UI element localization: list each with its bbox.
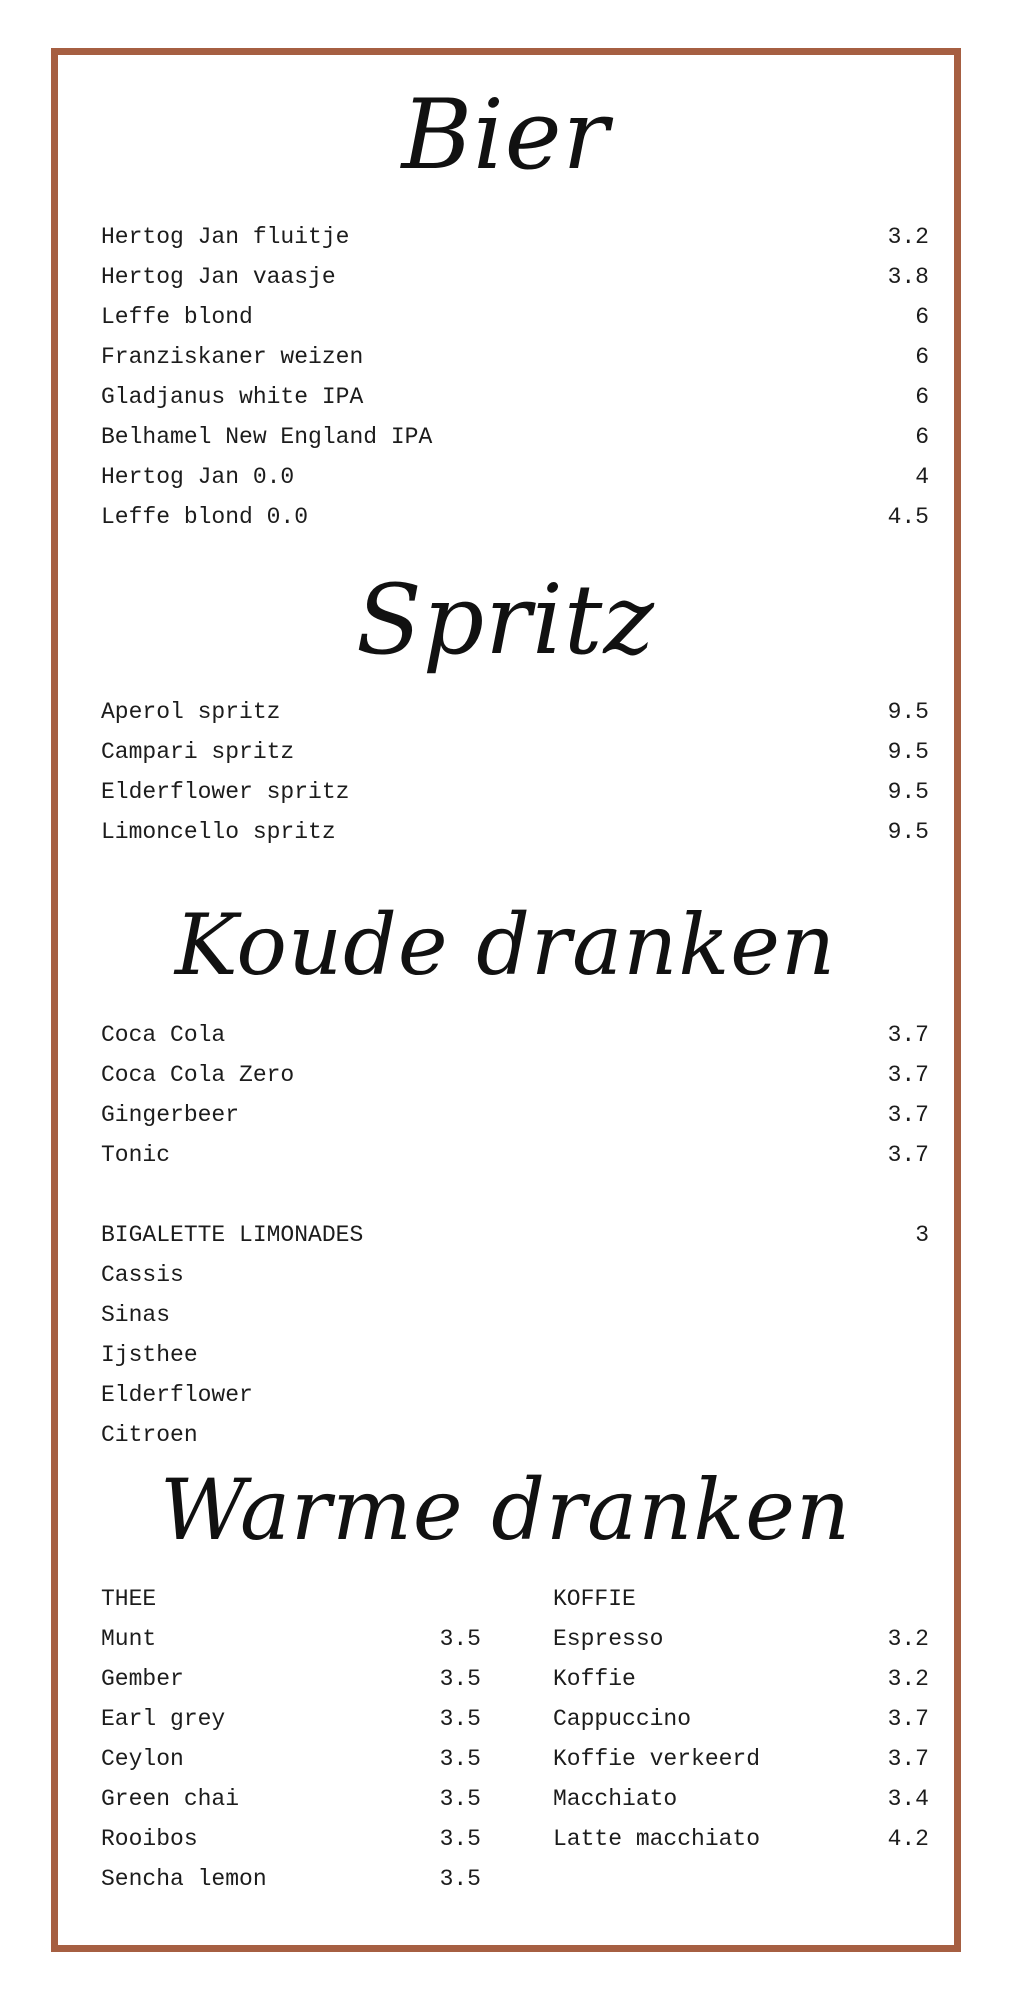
item-name: Green chai (101, 1786, 240, 1812)
menu-item (101, 1742, 481, 1776)
menu-item (101, 1822, 481, 1856)
menu-item (553, 1782, 929, 1816)
limonade-flavor (101, 1258, 929, 1292)
item-name: Gladjanus white IPA (101, 384, 364, 410)
item-name: Earl grey (101, 1706, 226, 1732)
item-name: Rooibos (101, 1826, 198, 1852)
item-name: Gember (101, 1666, 184, 1692)
thee-heading: THEE (101, 1586, 157, 1612)
item-price: 9.5 (887, 819, 929, 845)
item-price: 3.2 (887, 1626, 929, 1652)
item-price: 3.7 (887, 1022, 929, 1048)
item-price: 4.5 (887, 504, 929, 530)
item-name: Koffie verkeerd (553, 1746, 761, 1772)
menu-item (101, 460, 929, 494)
item-price: 3.2 (887, 1666, 929, 1692)
item-name: Espresso (553, 1626, 664, 1652)
limonade-flavor (101, 1298, 929, 1332)
menu-item (101, 500, 929, 534)
menu-item (553, 1822, 929, 1856)
flavor-name: Sinas (101, 1302, 171, 1328)
koffie-heading: KOFFIE (553, 1586, 636, 1612)
limonades-price: 3 (915, 1222, 929, 1248)
item-name: Cappuccino (553, 1706, 692, 1732)
menu-item (101, 815, 929, 849)
item-name: Koffie (553, 1666, 636, 1692)
section-title-spritz: Spritz (356, 564, 655, 676)
item-name: Limoncello spritz (101, 819, 336, 845)
item-name: Hertog Jan vaasje (101, 264, 336, 290)
item-name: Ceylon (101, 1746, 184, 1772)
section-title-koude-dranken: Koude dranken (174, 896, 837, 994)
item-price: 3.4 (887, 1786, 929, 1812)
item-price: 3.7 (887, 1142, 929, 1168)
item-name: Latte macchiato (553, 1826, 761, 1852)
menu-item (101, 380, 929, 414)
menu-item (101, 1782, 481, 1816)
item-price: 6 (915, 384, 929, 410)
item-name: Tonic (101, 1142, 171, 1168)
menu-item (101, 1702, 481, 1736)
item-name: Aperol spritz (101, 699, 281, 725)
item-name: Gingerbeer (101, 1102, 240, 1128)
item-name: Elderflower spritz (101, 779, 350, 805)
menu-item (101, 340, 929, 374)
flavor-name: Citroen (101, 1422, 198, 1448)
item-price: 3.5 (439, 1626, 481, 1652)
item-name: Campari spritz (101, 739, 295, 765)
item-name: Sencha lemon (101, 1866, 267, 1892)
item-price: 3.7 (887, 1706, 929, 1732)
thee-heading-row (101, 1582, 481, 1616)
item-price: 3.5 (439, 1706, 481, 1732)
section-title-bier: Bier (401, 79, 610, 191)
limonade-flavor (101, 1378, 929, 1412)
menu-item (101, 735, 929, 769)
menu-item (101, 1662, 481, 1696)
item-price: 3.2 (887, 224, 929, 250)
menu-item (101, 775, 929, 809)
item-price: 6 (915, 344, 929, 370)
menu-item (101, 220, 929, 254)
limonades-heading-row (101, 1218, 929, 1252)
item-name: Belhamel New England IPA (101, 424, 433, 450)
menu-item (553, 1662, 929, 1696)
item-price: 3.5 (439, 1666, 481, 1692)
menu-item (553, 1742, 929, 1776)
menu-item (553, 1622, 929, 1656)
menu-item (553, 1702, 929, 1736)
flavor-name: Ijsthee (101, 1342, 198, 1368)
item-price: 3.7 (887, 1746, 929, 1772)
item-name: Leffe blond 0.0 (101, 504, 309, 530)
item-price: 4.2 (887, 1826, 929, 1852)
menu-item (101, 1138, 929, 1172)
item-price: 3.5 (439, 1826, 481, 1852)
item-name: Macchiato (553, 1786, 678, 1812)
item-name: Leffe blond (101, 304, 253, 330)
item-price: 3.5 (439, 1746, 481, 1772)
menu-item (101, 260, 929, 294)
item-price: 9.5 (887, 779, 929, 805)
koffie-heading-row (553, 1582, 929, 1616)
item-name: Franziskaner weizen (101, 344, 364, 370)
limonades-heading: BIGALETTE LIMONADES (101, 1222, 364, 1248)
menu-item (101, 300, 929, 334)
item-name: Coca Cola Zero (101, 1062, 295, 1088)
item-price: 6 (915, 304, 929, 330)
menu-item (101, 1098, 929, 1132)
flavor-name: Elderflower (101, 1382, 253, 1408)
item-price: 4 (915, 464, 929, 490)
item-price: 3.7 (887, 1062, 929, 1088)
menu-item (101, 420, 929, 454)
item-price: 3.7 (887, 1102, 929, 1128)
item-name: Hertog Jan 0.0 (101, 464, 295, 490)
item-price: 3.5 (439, 1786, 481, 1812)
menu-item (101, 695, 929, 729)
item-name: Coca Cola (101, 1022, 226, 1048)
item-price: 6 (915, 424, 929, 450)
menu-item (101, 1862, 481, 1896)
menu-item (101, 1058, 929, 1092)
menu-item (101, 1622, 481, 1656)
item-name: Munt (101, 1626, 157, 1652)
limonade-flavor (101, 1338, 929, 1372)
item-price: 3.8 (887, 264, 929, 290)
item-name: Hertog Jan fluitje (101, 224, 350, 250)
item-price: 3.5 (439, 1866, 481, 1892)
section-title-warme-dranken: Warme dranken (159, 1461, 852, 1559)
item-price: 9.5 (887, 739, 929, 765)
flavor-name: Cassis (101, 1262, 184, 1288)
menu-item (101, 1018, 929, 1052)
item-price: 9.5 (887, 699, 929, 725)
